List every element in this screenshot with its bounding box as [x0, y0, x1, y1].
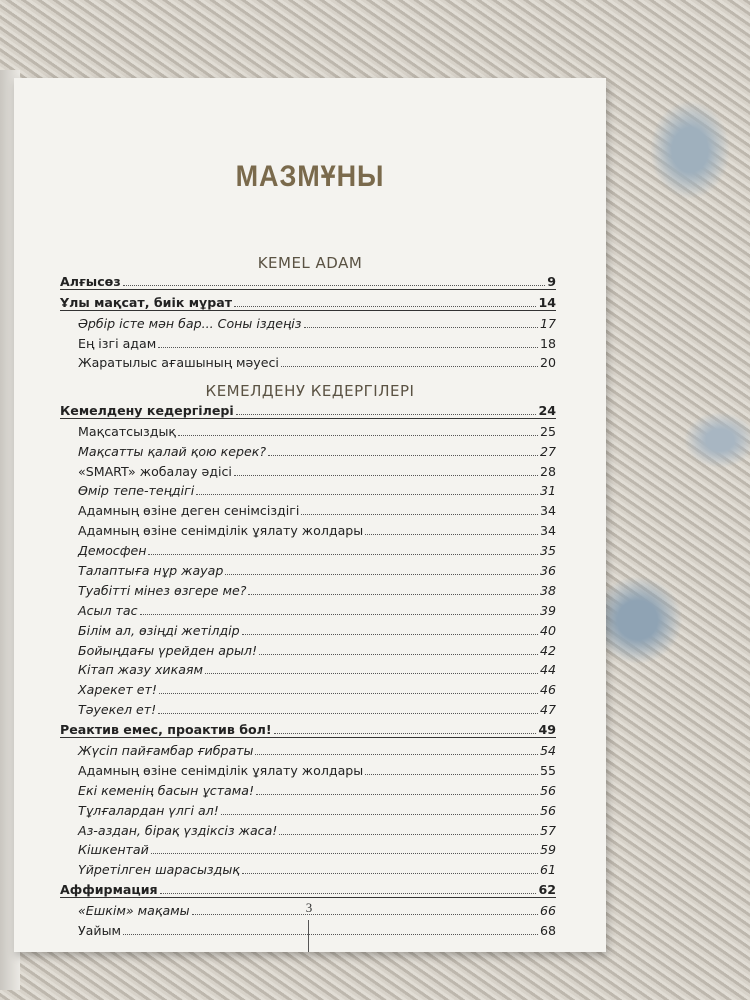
- toc-entry: [60, 778, 556, 798]
- toc-entry: [60, 877, 556, 898]
- toc-dot-leader: [123, 934, 538, 935]
- toc-dot-leader: [225, 574, 538, 575]
- toc-entry-label: Білім ал, өзіңді жетілдір: [78, 622, 240, 638]
- toc-entry-page: 61: [539, 862, 556, 878]
- toc-entry: [60, 439, 556, 459]
- toc-entry: [60, 351, 556, 371]
- toc-entry-page: 20: [539, 355, 556, 371]
- toc-entry-page: 38: [539, 582, 556, 598]
- toc-entry-page: 57: [539, 822, 556, 838]
- toc-entry-label: Кемелдену кедергілері: [60, 402, 234, 418]
- toc-section-1: [60, 269, 556, 370]
- toc-dot-leader: [259, 654, 538, 655]
- toc-entry: [60, 311, 556, 331]
- toc-entry-label: Аз-аздан, бірақ үздіксіз жаса!: [78, 822, 278, 838]
- toc-section-2: [60, 398, 556, 938]
- toc-entry-page: 28: [539, 463, 556, 479]
- toc-entry: [60, 459, 556, 479]
- toc-dot-leader: [234, 475, 538, 476]
- toc-entry-page: 42: [539, 642, 556, 658]
- toc-entry-page: 18: [539, 335, 556, 351]
- toc-entry-label: Уайым: [78, 923, 122, 939]
- toc-entry-label: Жаратылыс ағашының мәуесі: [78, 355, 279, 371]
- toc-entry-label: Мақсатсыздық: [78, 423, 176, 439]
- toc-dot-leader: [192, 914, 538, 915]
- toc-entry-label: Алғысөз: [60, 273, 121, 289]
- toc-entry: [60, 598, 556, 618]
- toc-dot-leader: [301, 514, 538, 515]
- toc-entry-page: 46: [539, 682, 556, 698]
- toc-entry: [60, 578, 556, 598]
- toc-entry-page: 56: [539, 802, 556, 818]
- toc-dot-leader: [151, 853, 538, 854]
- toc-dot-leader: [304, 327, 538, 328]
- toc-entry: [60, 638, 556, 658]
- toc-entry-label: Адамның өзіне сенімділік ұялату жолдары: [78, 762, 364, 778]
- toc-dot-leader: [255, 754, 538, 755]
- toc-entry: [60, 538, 556, 558]
- toc-dot-leader: [196, 494, 538, 495]
- toc-dot-leader: [158, 713, 538, 714]
- toc-entry: [60, 479, 556, 499]
- book-page: [14, 78, 606, 952]
- toc-entry-label: Мақсатты қалай қою керек?: [78, 443, 267, 459]
- toc-entry: [60, 818, 556, 838]
- toc-entry-label: Адамның өзіне сенімділік ұялату жолдары: [78, 523, 364, 539]
- toc-entry-page: 17: [539, 315, 556, 331]
- toc-entry: [60, 558, 556, 578]
- toc-entry-page: 54: [539, 743, 556, 759]
- toc-entry: [60, 658, 556, 678]
- toc-entry-page: 25: [539, 423, 556, 439]
- toc-entry-page: 59: [539, 842, 556, 858]
- toc-entry-page: 27: [539, 443, 556, 459]
- toc-entry-label: «Ешкім» мақамы: [78, 903, 190, 919]
- toc-dot-leader: [160, 893, 537, 894]
- toc-entry-label: Тәуекел ет!: [78, 702, 157, 718]
- toc-entry-page: 66: [539, 903, 556, 919]
- toc-entry: [60, 290, 556, 311]
- toc-dot-leader: [148, 554, 538, 555]
- toc-entry-label: Аффирмация: [60, 882, 158, 898]
- toc-dot-leader: [234, 306, 536, 307]
- toc-entry-label: Әрбір істе мән бар... Соны іздеңіз: [78, 315, 302, 331]
- toc-dot-leader: [140, 614, 538, 615]
- toc-dot-leader: [279, 834, 538, 835]
- toc-entry: [60, 518, 556, 538]
- toc-entry-page: 47: [539, 702, 556, 718]
- toc-entry-label: Туабітті мінез өзгере ме?: [78, 582, 247, 598]
- toc-dot-leader: [248, 594, 538, 595]
- toc-entry: [60, 697, 556, 717]
- toc-entry-label: Екі кеменің басын ұстама!: [78, 782, 255, 798]
- section-heading-kemel-adam: KEMEL ADAM: [257, 254, 363, 272]
- toc-entry: [60, 618, 556, 638]
- toc-dot-leader: [268, 455, 538, 456]
- toc-entry-page: 36: [539, 563, 556, 579]
- toc-entry-label: Үйретілген шарасыздық: [78, 862, 240, 878]
- toc-entry: [60, 838, 556, 858]
- toc-entry-label: Ең ізгі адам: [78, 335, 157, 351]
- toc-entry-page: 9: [547, 273, 556, 289]
- toc-entry-page: 55: [539, 762, 556, 778]
- toc-dot-leader: [281, 366, 538, 367]
- toc-entry-label: Кітап жазу хикаям: [78, 662, 203, 678]
- toc-entry-label: Тұлғалардан үлгі ал!: [78, 802, 219, 818]
- toc-entry: [60, 717, 556, 738]
- toc-entry-page: 34: [539, 523, 556, 539]
- toc-entry-page: 24: [538, 402, 556, 418]
- section-heading-kedergileri: КЕМЕЛДЕНУ КЕДЕРГІЛЕРІ: [205, 382, 415, 400]
- toc-entry: [60, 758, 556, 778]
- toc-entry: [60, 798, 556, 818]
- toc-entry: [60, 738, 556, 758]
- toc-entry-label: Талаптыға нұр жауар: [78, 563, 224, 579]
- toc-dot-leader: [365, 534, 538, 535]
- toc-entry: [60, 498, 556, 518]
- toc-entry-page: 14: [538, 294, 556, 310]
- toc-entry-page: 35: [539, 543, 556, 559]
- toc-entry-label: «SMART» жобалау әдісі: [78, 463, 232, 479]
- toc-entry-page: 44: [539, 662, 556, 678]
- toc-entry-label: Жүсіп пайғамбар ғибраты: [78, 743, 254, 759]
- toc-entry-label: Ұлы мақсат, биік мұрат: [60, 294, 233, 310]
- toc-entry-page: 39: [539, 602, 556, 618]
- toc-dot-leader: [365, 774, 538, 775]
- toc-entry-label: Кішкентай: [78, 842, 149, 858]
- toc-dot-leader: [242, 873, 538, 874]
- toc-entry-label: Асыл тас: [78, 602, 138, 618]
- toc-entry-label: Реактив емес, проактив бол!: [60, 722, 272, 738]
- toc-dot-leader: [178, 435, 538, 436]
- toc-dot-leader: [123, 285, 546, 286]
- toc-dot-leader: [159, 693, 538, 694]
- toc-entry-page: 31: [539, 483, 556, 499]
- toc-entry: [60, 331, 556, 351]
- toc-dot-leader: [158, 347, 538, 348]
- toc-entry: [60, 419, 556, 439]
- page-number-rule: [308, 920, 309, 952]
- toc-entry-label: Харекет ет!: [78, 682, 157, 698]
- toc-entry-page: 62: [538, 882, 556, 898]
- toc-entry-page: 40: [539, 622, 556, 638]
- page-title: МАЗМҰНЫ: [235, 160, 385, 193]
- toc-entry: [60, 269, 556, 290]
- toc-entry: [60, 857, 556, 877]
- toc-dot-leader: [256, 794, 538, 795]
- toc-entry-label: Өмір тепе-теңдігі: [78, 483, 195, 499]
- toc-entry-label: Демосфен: [78, 543, 147, 559]
- toc-entry-page: 68: [539, 923, 556, 939]
- toc-dot-leader: [221, 814, 538, 815]
- toc-dot-leader: [205, 673, 538, 674]
- toc-entry-label: Бойыңдағы үрейден арыл!: [78, 642, 257, 658]
- toc-entry: [60, 677, 556, 697]
- page-number: 3: [305, 900, 313, 915]
- toc-dot-leader: [242, 634, 538, 635]
- toc-entry-label: Адамның өзіне деген сенімсіздігі: [78, 503, 300, 519]
- toc-dot-leader: [236, 414, 537, 415]
- toc-entry-page: 34: [539, 503, 556, 519]
- toc-entry: [60, 398, 556, 419]
- toc-entry-page: 56: [539, 782, 556, 798]
- toc-entry-page: 49: [538, 722, 556, 738]
- toc-dot-leader: [274, 733, 537, 734]
